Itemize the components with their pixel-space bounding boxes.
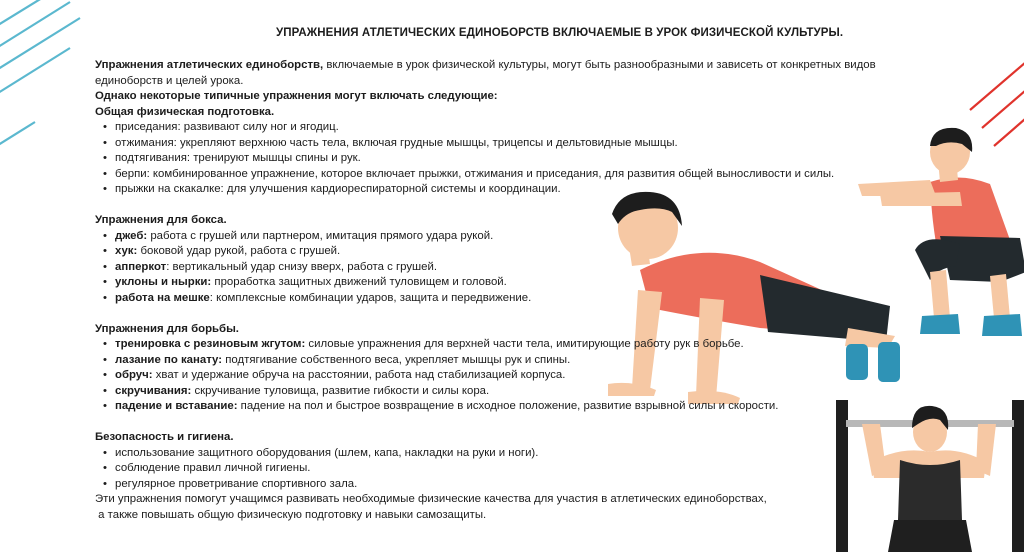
item-term: джеб: <box>115 229 148 242</box>
item-term: работа на мешке <box>115 291 210 304</box>
intro-paragraph <box>95 58 975 89</box>
item-term: тренировка с резиновым жгутом: <box>115 338 306 350</box>
page-title: УПРАЖНЕНИЯ АТЛЕТИЧЕСКИХ ЕДИНОБОРСТВ ВКЛЮЧАЕМЫЕ В УРОК ФИЗИЧЕСКОЙ КУЛЬТУРЫ. <box>276 27 844 39</box>
item-text: подтягивание собственного веса, укрепляет мышцы рук и спины. <box>222 353 571 366</box>
item-text: проработка защитных движений туловищем и головой. <box>211 276 507 288</box>
list-item: • использование защитного оборудования (шлем, капа, накладки на руки и ноги). <box>115 446 975 462</box>
list-item <box>115 291 975 307</box>
list-item: • прыжки на скакалке: для улучшения кардиореспираторной системы и координации. <box>115 182 975 198</box>
item-text: силовые упражнения для верхней части тела, имитирующие работу рук в борьбе. <box>305 338 744 350</box>
general-heading: Общая физическая подготовка. <box>95 105 275 118</box>
list-item <box>115 368 975 384</box>
safety-heading: Безопасность и гигиена. <box>95 431 234 443</box>
wrestling-heading: Упражнения для борьбы. <box>95 322 239 335</box>
intro-text-1: включаемые в урок физической культуры, могут быть разнообразными и зависеть от конкретных видов <box>323 59 876 71</box>
list-item <box>115 244 975 260</box>
general-list <box>95 120 975 198</box>
item-term: хук: <box>115 245 138 257</box>
intro-bold: Упражнения атлетических единоборств, <box>95 59 324 71</box>
item-term: обруч: <box>115 369 153 381</box>
item-text: скручивание туловища, развитие гибкости и силы кора. <box>191 384 490 397</box>
list-item <box>115 384 975 400</box>
wrestling-list <box>95 337 975 415</box>
item-text: : вертикальный удар снизу вверх, работа с грушей. <box>166 260 438 273</box>
safety-list <box>95 446 975 493</box>
item-term: падение и вставание: <box>115 400 238 412</box>
list-item: • приседания: развивают силу ног и ягодиц. <box>115 120 975 136</box>
list-item: • регулярное проветривание спортивного зала. <box>115 477 975 493</box>
boxing-heading: Упражнения для бокса. <box>95 214 227 226</box>
item-term: уклоны и нырки: <box>115 276 212 288</box>
list-item <box>115 229 975 245</box>
intro-lead: Однако некоторые типичные упражнения могут включать следующие: <box>95 90 498 102</box>
conclusion-line-2: а также повышать общую физическую подготовку и навыки самозащиты. <box>95 508 487 521</box>
intro-text-2: единоборств и целей урока. <box>95 74 244 87</box>
boxing-list <box>95 229 975 307</box>
list-item: • подтягивания: тренируют мышцы спины и рук. <box>115 151 975 167</box>
item-text: работа с грушей или партнером, имитация прямого удара рукой. <box>147 229 494 242</box>
conclusion-line-1: Эти упражнения помогут учащимся развивать необходимые физические качества для участия в атлетических единоборствах, <box>95 493 767 505</box>
list-item <box>115 399 975 415</box>
list-item <box>115 353 975 369</box>
main-content <box>95 58 975 523</box>
item-text: падение на пол и быстрое возвращение в исходное положение, развитие взрывной силы и скорости. <box>237 400 779 412</box>
item-text: боковой удар рукой, работа с грушей. <box>137 245 341 257</box>
item-term: апперкот <box>115 260 167 273</box>
item-text: хват и удержание обруча на расстоянии, работа над стабилизацией корпуса. <box>152 369 566 381</box>
list-item <box>115 275 975 291</box>
list-item: • соблюдение правил личной гигиены. <box>115 461 975 477</box>
list-item <box>115 337 975 353</box>
list-item: • берпи: комбинированное упражнение, которое включает прыжки, отжимания и приседания, для развития общей выносливости и силы. <box>115 167 975 183</box>
item-term: скручивания: <box>115 384 192 397</box>
item-term: лазание по канату: <box>115 353 223 366</box>
item-text: : комплексные комбинации ударов, защита и передвижение. <box>209 291 532 304</box>
list-item: • отжимания: укрепляют верхнюю часть тела, включая грудные мышцы, трицепсы и дельтовидные мышцы. <box>115 136 975 152</box>
list-item <box>115 260 975 276</box>
